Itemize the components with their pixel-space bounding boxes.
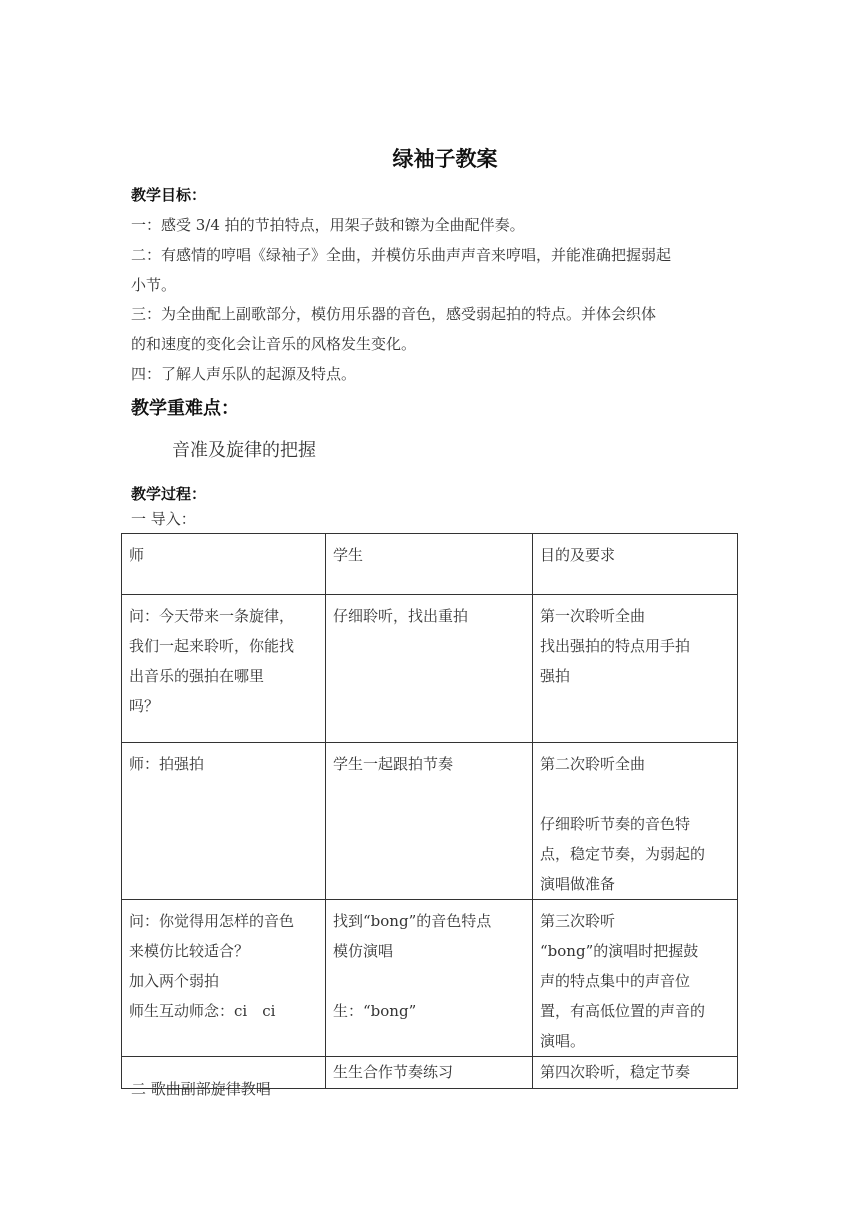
blank-line — [540, 779, 731, 809]
goal-line-2: 二：有感情的哼唱《绿袖子》全曲，并模仿乐曲声声音来哼唱，并能准确把握弱起 — [131, 246, 672, 264]
cell-student — [326, 743, 533, 900]
cell-text: 出音乐的强拍在哪里 — [129, 667, 265, 685]
goal-line-5: 的和速度的变化会让音乐的风格发生变化。 — [131, 335, 417, 353]
cell-text: 问：你觉得用怎样的音色 — [129, 912, 295, 930]
table-row — [122, 595, 738, 743]
goal-line-4: 三：为全曲配上副歌部分，模仿用乐器的音色，感受弱起拍的特点。并体会织体 — [131, 305, 657, 323]
cell-text: 加入两个弱拍 — [129, 972, 220, 990]
cell-purpose — [533, 595, 738, 743]
cell-text: 点，稳定节奏，为弱起的 — [540, 845, 706, 863]
cell-text: 仔细聆听节奏的音色特 — [540, 815, 691, 833]
section-1-heading: 一 导入： — [131, 510, 196, 528]
cell-text: 生生合作节奏练习 — [333, 1063, 454, 1081]
cell-text: 找到“bong”的音色特点 — [333, 912, 492, 930]
table-row — [122, 743, 738, 900]
header-teacher: 师 — [122, 534, 326, 595]
cell-text: 第二次聆听全曲 — [540, 755, 646, 773]
key-points-heading: 教学重难点： — [131, 398, 239, 419]
cell-text: 演唱做准备 — [540, 875, 616, 893]
cell-text: 强拍 — [540, 667, 571, 685]
cell-text: 置，有高低位置的声音的 — [540, 1002, 706, 1020]
cell-teacher — [122, 743, 326, 900]
cell-student — [326, 900, 533, 1057]
goal-line-3: 小节。 — [131, 276, 177, 294]
table-row — [122, 900, 738, 1057]
cell-text: 生：“bong” — [333, 1002, 417, 1020]
cell-text: 模仿演唱 — [333, 942, 394, 960]
cell-text: 来模仿比较适合？ — [129, 942, 250, 960]
cell-text: 演唱。 — [540, 1032, 586, 1050]
cell-text: 第四次聆听，稳定节奏 — [540, 1063, 691, 1081]
cell-teacher — [122, 595, 326, 743]
section-2-heading: 二 歌曲副部旋律教唱 — [131, 1080, 271, 1098]
cell-text: 声的特点集中的声音位 — [540, 972, 691, 990]
cell-text: 问：今天带来一条旋律， — [129, 607, 295, 625]
cell-purpose — [533, 743, 738, 900]
goal-line-6: 四：了解人声乐队的起源及特点。 — [131, 365, 357, 383]
header-student: 学生 — [326, 534, 533, 595]
goal-line-1: 一：感受 3/4 拍的节拍特点，用架子鼓和镲为全曲配伴奏。 — [131, 216, 525, 234]
blank-line — [333, 966, 526, 996]
cell-text: 师：拍强拍 — [129, 755, 205, 773]
cell-purpose — [533, 900, 738, 1057]
lesson-table — [121, 533, 738, 1089]
cell-text: 我们一起来聆听，你能找 — [129, 637, 295, 655]
table-header-row — [122, 534, 738, 595]
cell-text: 吗？ — [129, 697, 160, 715]
cell-text: 找出强拍的特点用手拍 — [540, 637, 691, 655]
cell-text: 学生一起跟拍节奏 — [333, 755, 454, 773]
cell-student — [326, 595, 533, 743]
cell-teacher — [122, 900, 326, 1057]
cell-text: 仔细聆听，找出重拍 — [333, 607, 469, 625]
cell-text: 第一次聆听全曲 — [540, 607, 646, 625]
document-title: 绿袖子教案 — [392, 147, 498, 171]
cell-text: “bong”的演唱时把握鼓 — [540, 942, 699, 960]
cell-text: 师生互动师念：ci ci — [129, 1002, 276, 1020]
process-heading: 教学过程： — [131, 485, 207, 503]
header-purpose: 目的及要求 — [533, 534, 738, 595]
cell-text: 第三次聆听 — [540, 912, 616, 930]
cell-purpose — [533, 1057, 738, 1089]
goals-heading: 教学目标： — [131, 186, 207, 204]
cell-student — [326, 1057, 533, 1089]
key-points-text: 音准及旋律的把握 — [172, 440, 316, 461]
